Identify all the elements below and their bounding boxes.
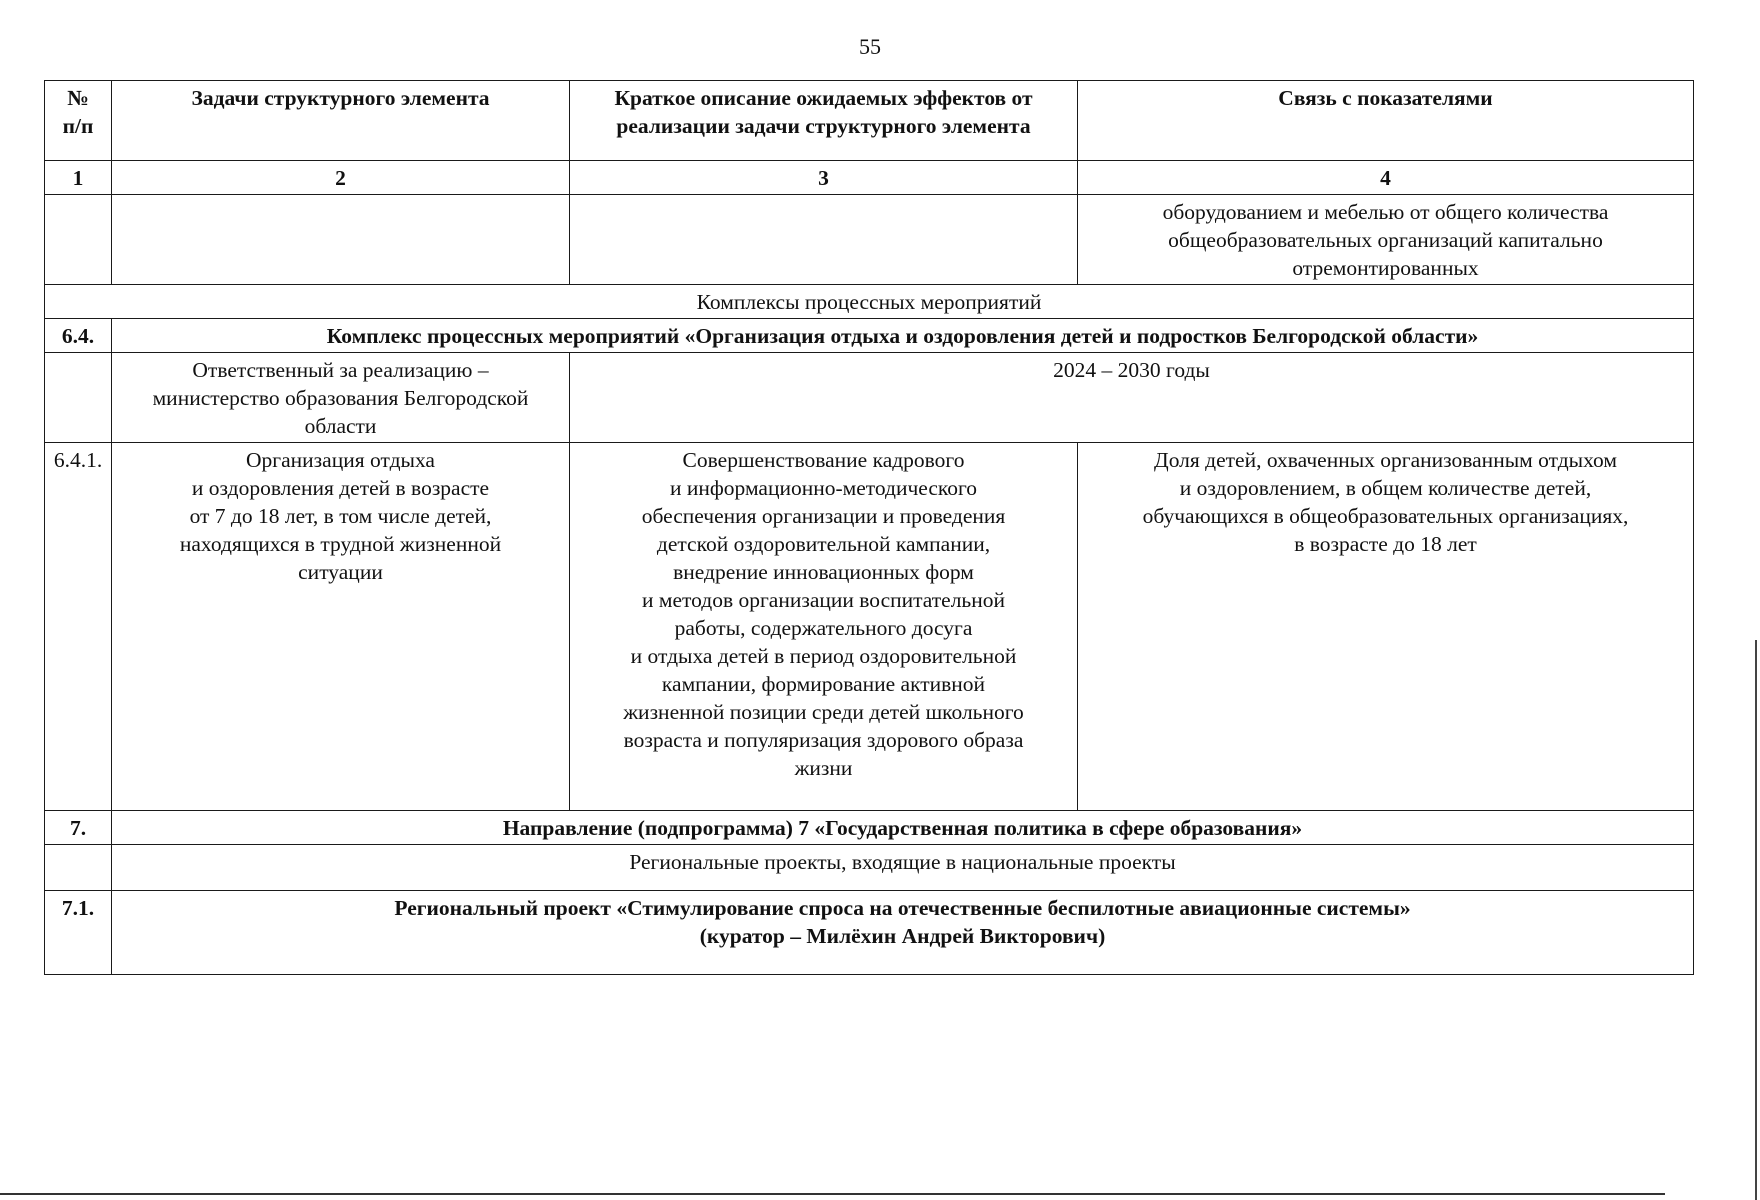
- regional-num: [45, 845, 112, 891]
- row-6-4-1-indicators: Доля детей, охваченных организованным отдыхом и оздоровлением, в общем количестве детей, обучающихся в общеобразовательных организациях, в возрасте до 18 лет: [1078, 443, 1694, 811]
- continuation-num: [45, 195, 112, 285]
- continuation-indicators: оборудованием и мебелью от общего количества общеобразовательных организаций капитально отремонтированных: [1078, 195, 1694, 285]
- header-indicators: Связь с показателями: [1078, 81, 1694, 161]
- continuation-task: [112, 195, 570, 285]
- continuation-effects: [570, 195, 1078, 285]
- responsible-num: [45, 353, 112, 443]
- row-6-4-1-task: Организация отдыха и оздоровления детей в возрасте от 7 до 18 лет, в том числе детей, находящихся в трудной жизненной ситуации: [112, 443, 570, 811]
- row-6-4-1-number: 6.4.1.: [45, 443, 112, 811]
- header-number: № п/п: [45, 81, 112, 161]
- program-table: [44, 80, 1694, 975]
- section-row-complexes: [45, 285, 1694, 319]
- page-number: 55: [859, 34, 881, 59]
- section-title-complexes: Комплексы процессных мероприятий: [45, 285, 1694, 319]
- row-7-number: 7.: [45, 811, 112, 845]
- index-cell-4: 4: [1078, 161, 1694, 195]
- header-effects: Краткое описание ожидаемых эффектов от реализации задачи структурного элемента: [570, 81, 1078, 161]
- index-cell-1: 1: [45, 161, 112, 195]
- bottom-rule: [0, 1193, 1665, 1195]
- responsible-period: 2024 – 2030 годы: [570, 353, 1694, 443]
- index-cell-2: 2: [112, 161, 570, 195]
- section-title-regional: Региональные проекты, входящие в национальные проекты: [112, 845, 1694, 891]
- header-tasks: Задачи структурного элемента: [112, 81, 570, 161]
- index-row: [45, 161, 1694, 195]
- row-7-1-number: 7.1.: [45, 891, 112, 975]
- row-responsible: [45, 353, 1694, 443]
- row-7-title: Направление (подпрограмма) 7 «Государственная политика в сфере образования»: [112, 811, 1694, 845]
- row-6-4: [45, 319, 1694, 353]
- row-6-4-1: [45, 443, 1694, 811]
- responsible-ministry: Ответственный за реализацию – министерство образования Белгородской области: [112, 353, 570, 443]
- row-6-4-number: 6.4.: [45, 319, 112, 353]
- row-7-1-title: Региональный проект «Стимулирование спроса на отечественные беспилотные авиационные системы» (куратор – Милёхин Андрей Викторович): [112, 891, 1694, 975]
- row-7-1: [45, 891, 1694, 975]
- page-edge-line: [1755, 640, 1757, 1200]
- row-6-4-1-effects: Совершенствование кадрового и информационно-методического обеспечения организации и проведения детской оздоровительной кампании, внедрение инновационных форм и методов организации воспитательной работы, содержательного досуга и отдыха детей в период оздоровительной кампании, формирование активной жизненной позиции среди детей школьного возраста и популяризация здорового образа жизни: [570, 443, 1078, 811]
- section-row-regional: [45, 845, 1694, 891]
- row-6-4-title: Комплекс процессных мероприятий «Организация отдыха и оздоровления детей и подростков Белгородской области»: [112, 319, 1694, 353]
- header-row: [45, 81, 1694, 161]
- index-cell-3: 3: [570, 161, 1078, 195]
- continuation-row: [45, 195, 1694, 285]
- row-7: [45, 811, 1694, 845]
